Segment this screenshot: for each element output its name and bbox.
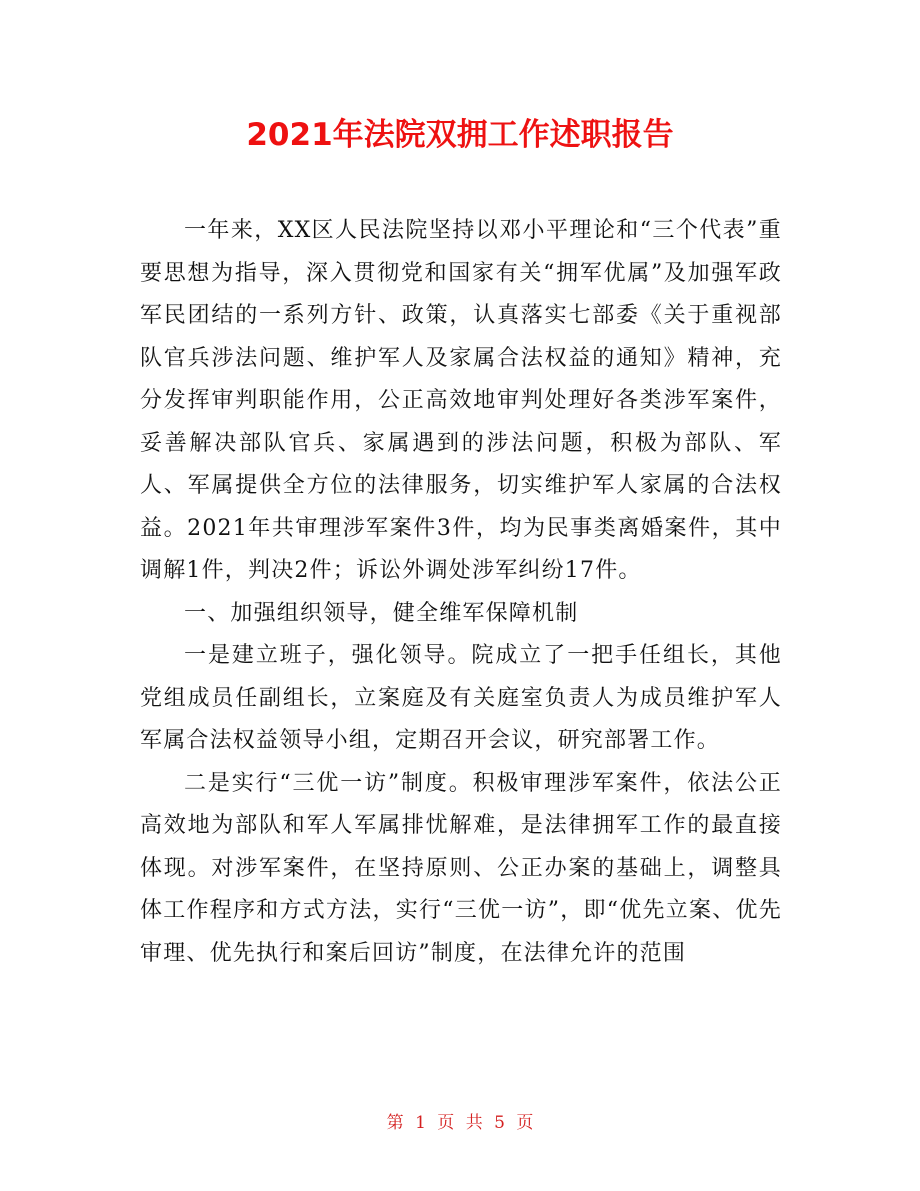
section-heading-1: 一、加强组织领导，健全维军保障机制	[184, 600, 579, 626]
page-title: 2021年法院双拥工作述职报告	[246, 117, 674, 153]
document-body	[140, 210, 782, 975]
page-number-footer: 第 1 页 共 5 页	[386, 1113, 534, 1133]
paragraph-leadership: 一是建立班子，强化领导。院成立了一把手任组长，其他党组成员任副组长，立案庭及有关庭室负责人为成员维护军人军属合法权益领导小组，定期召开会议，研究部署工作。	[140, 643, 782, 753]
paragraph-intro: 一年来，XX区人民法院坚持以邓小平理论和“三个代表”重要思想为指导，深入贯彻党和国家有关“拥军优属”及加强军政军民团结的一系列方针、政策，认真落实七部委《关于重视部队官兵涉法问题、维护军人及家属合法权益的通知》精神，充分发挥审判职能作用，公正高效地审判处理好各类涉军案件，妥善解决部队官兵、家属遇到的涉法问题，积极为部队、军人、军属提供全方位的法律服务，切实维护军人家属的合法权益。2021年共审理涉军案件3件，均为民事类离婚案件，其中调解1件，判决2件；诉讼外调处涉军纠纷17件。	[140, 218, 782, 583]
paragraph-three-priorities: 二是实行“三优一访”制度。积极审理涉军案件，依法公正高效地为部队和军人军属排忧解难，是法律拥军工作的最直接体现。对涉军案件，在坚持原则、公正办案的基础上，调整具体工作程序和方式方法，实行“三优一访”，即“优先立案、优先审理、优先执行和案后回访”制度，在法律允许的范围	[140, 770, 782, 966]
